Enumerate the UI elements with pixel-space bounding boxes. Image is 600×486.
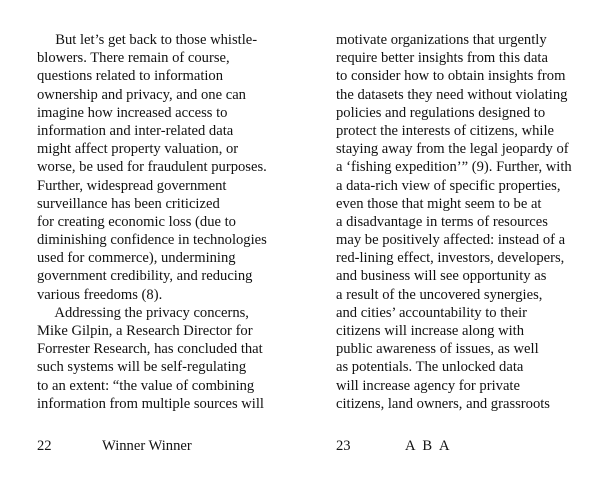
running-title: A B A <box>405 438 452 454</box>
body-line: will increase agency for private <box>336 377 520 394</box>
right-page <box>300 0 600 486</box>
body-line: for creating economic loss (due to <box>37 213 236 230</box>
body-line: citizens, land owners, and grassroots <box>336 395 550 412</box>
body-line: various freedoms (8). <box>37 286 163 303</box>
right-page-body-text <box>336 31 576 413</box>
body-line: Forrester Research, has concluded that <box>37 341 263 358</box>
body-line: imagine how increased access to <box>37 104 228 121</box>
left-page-body-text <box>37 31 277 413</box>
body-line: worse, be used for fraudulent purposes. <box>37 159 267 176</box>
body-line: might affect property valuation, or <box>37 141 239 158</box>
page-number: 23 <box>336 438 351 454</box>
body-line: a ‘fishing expedition’” (9). Further, with <box>336 159 572 176</box>
body-line: and cities’ accountability to their <box>336 304 528 321</box>
body-line: a data-rich view of specific properties, <box>336 177 561 194</box>
body-line: diminishing confidence in technologies <box>37 232 267 249</box>
body-line: a disadvantage in terms of resources <box>336 213 548 230</box>
body-line: may be positively affected: instead of a <box>336 232 566 249</box>
body-line: Further, widespread government <box>37 177 227 194</box>
body-line: such systems will be self-regulating <box>37 359 247 376</box>
body-line: to an extent: “the value of combining <box>37 377 255 394</box>
body-line: motivate organizations that urgently <box>336 32 547 48</box>
body-line: protect the interests of citizens, while <box>336 122 555 139</box>
body-line: red-lining effect, investors, developers, <box>336 250 565 267</box>
body-line: require better insights from this data <box>336 50 548 67</box>
body-line: Addressing the privacy concerns, <box>37 304 249 321</box>
body-line: used for commerce), undermining <box>37 250 236 267</box>
body-line: citizens will increase along with <box>336 323 525 339</box>
body-line: to consider how to obtain insights from <box>336 68 566 85</box>
body-line: Mike Gilpin, a Research Director for <box>37 323 253 339</box>
body-line: as potentials. The unlocked data <box>336 359 524 376</box>
body-line: policies and regulations designed to <box>336 104 546 121</box>
body-line: information and inter-related data <box>37 122 234 139</box>
body-line: information from multiple sources will <box>37 395 264 412</box>
body-line: public awareness of issues, as well <box>336 341 539 358</box>
running-title: Winner Winner <box>102 438 192 454</box>
body-line: a result of the uncovered synergies, <box>336 286 543 303</box>
body-line: even those that might seem to be at <box>336 195 542 212</box>
body-line: the datasets they need without violating <box>336 86 568 103</box>
body-line: government credibility, and reducing <box>37 268 253 285</box>
body-line: ownership and privacy, and one can <box>37 86 246 103</box>
page-number: 22 <box>37 438 52 454</box>
body-line: But let’s get back to those whistle- <box>37 32 258 48</box>
body-line: questions related to information <box>37 68 224 85</box>
body-line: surveillance has been criticized <box>37 195 220 212</box>
body-line: staying away from the legal jeopardy of <box>336 141 569 158</box>
body-line: blowers. There remain of course, <box>37 50 230 67</box>
body-line: and business will see opportunity as <box>336 268 547 285</box>
